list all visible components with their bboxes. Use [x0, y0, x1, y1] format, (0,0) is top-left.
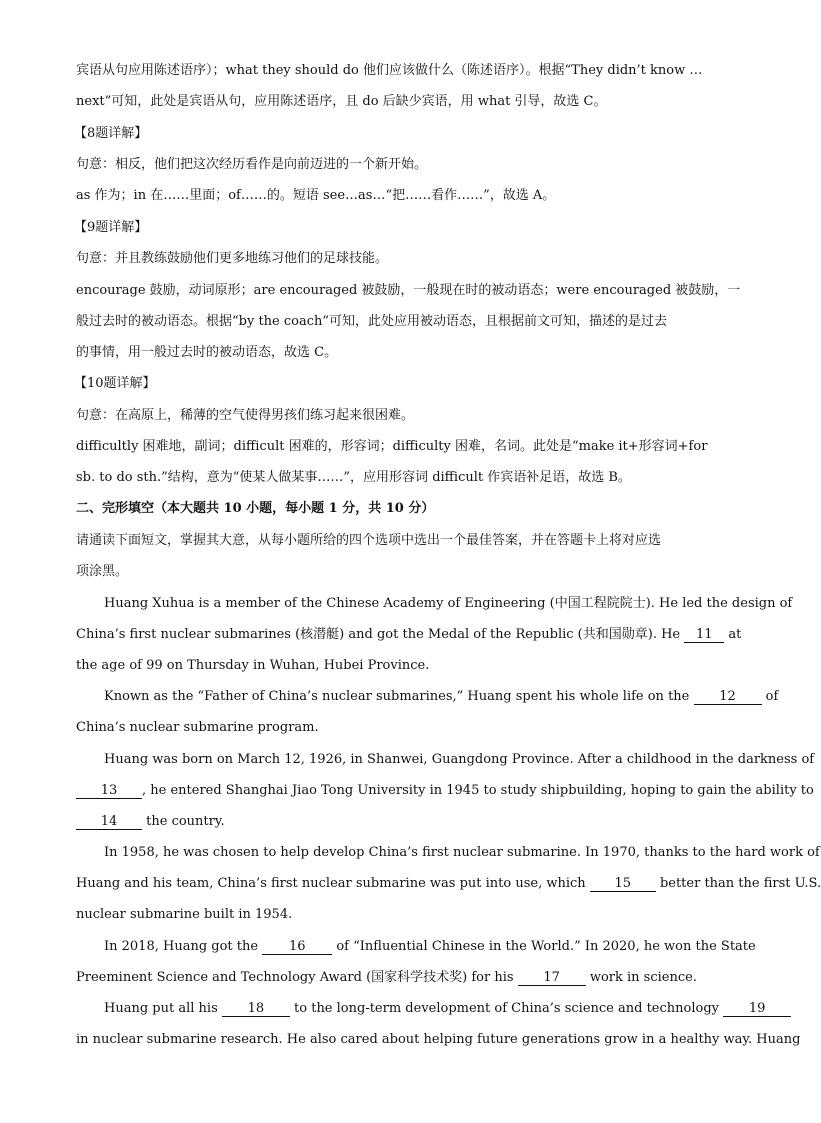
section-instructions: 请通读下面短文，掌握其大意，从每小题所给的四个选项中选出一个最佳答案，并在答题卡上将对应选 [76, 533, 662, 548]
passage-line [76, 813, 720, 831]
explanation-line: 宾语从句应用陈述语序）；what they should do 他们应该做什么（陈述语序）。根据“They didn’t know … [76, 63, 703, 78]
blank-13: 13 [76, 784, 142, 799]
blank-15: 15 [590, 877, 656, 892]
section-title: 二、完形填空（本大题共 10 小题，每小题 1 分，共 10 分） [76, 501, 435, 516]
q8-heading: 【8题详解】 [74, 126, 148, 141]
q10-meaning: 句意：在高原上，稀薄的空气使得男孩们练习起来很困难。 [76, 408, 415, 423]
passage-line [76, 626, 742, 644]
passage-text: of “Influential Chinese in the World.” In 2020, he won the State [336, 939, 756, 954]
passage-text: at [728, 627, 742, 642]
passage-line: the age of 99 on Thursday in Wuhan, Hubei Province. [76, 658, 430, 673]
q9-heading: 【9题详解】 [74, 220, 148, 235]
passage-text: In 2018, Huang got the [104, 939, 259, 954]
q9-explanation: encourage 鼓励，动词原形；are encouraged 被鼓励，一般现在时的被动语态；were encouraged 被鼓励，一 [76, 283, 741, 298]
q9-explanation: 的事情，用一般过去时的被动语态，故选 C。 [76, 345, 338, 360]
passage-line: China’s nuclear submarine program. [76, 720, 319, 735]
q8-meaning: 句意：相反，他们把这次经历看作是向前迈进的一个新开始。 [76, 157, 428, 172]
blank-16: 16 [262, 940, 332, 955]
passage-line: in nuclear submarine research. He also cared about helping future generations grow in a healthy way. Huang [76, 1032, 801, 1047]
passage-line [76, 782, 814, 800]
passage-line: nuclear submarine built in 1954. [76, 907, 293, 922]
passage-text: the country. [146, 814, 225, 829]
q10-heading: 【10题详解】 [74, 376, 156, 391]
q9-explanation: 般过去时的被动语态。根据“by the coach”可知，此处应用被动语态，且根据前文可知，描述的是过去 [76, 314, 668, 329]
q10-explanation: sb. to do sth.”结构，意为“使某人做某事……”，应用形容词 difficult 作宾语补足语，故选 B。 [76, 470, 631, 485]
passage-text: better than the first U.S. [659, 876, 821, 891]
passage-text: Huang and his team, China’s first nuclear submarine was put into use, which [76, 876, 586, 891]
passage-line: Huang was born on March 12, 1926, in Shanwei, Guangdong Province. After a childhood in the darkness of [104, 752, 815, 767]
blank-14: 14 [76, 815, 142, 830]
passage-text: , he entered Shanghai Jiao Tong University in 1945 to study shipbuilding, hoping to gain the ability to [142, 783, 814, 798]
passage-text: work in science. [589, 970, 697, 985]
passage-line [104, 1000, 766, 1018]
passage-line: In 1958, he was chosen to help develop China’s first nuclear submarine. In 1970, thanks to the hard work of [104, 845, 820, 860]
blank-19: 19 [723, 1002, 791, 1017]
passage-text: Preeminent Science and Technology Award (国家科学技术奖) for his [76, 970, 514, 985]
q8-explanation: as 作为；in 在……里面；of……的。短语 see…as…“把……看作……”，故选 A。 [76, 188, 556, 203]
passage-text: Known as the “Father of China’s nuclear submarines,” Huang spent his whole life on the [104, 689, 690, 704]
passage-text: China’s first nuclear submarines (核潜艇) and got the Medal of the Republic (共和国勋章). He [76, 627, 681, 642]
passage-line [104, 938, 756, 956]
blank-18: 18 [222, 1002, 290, 1017]
explanation-line: next”可知，此处是宾语从句，应用陈述语序，且 do 后缺少宾语，用 what 引导，故选 C。 [76, 94, 607, 109]
passage-line [76, 969, 720, 987]
passage-line: Huang Xuhua is a member of the Chinese Academy of Engineering (中国工程院院士). He led the design of [104, 596, 793, 611]
passage-text: of [765, 689, 779, 704]
passage-line [76, 875, 821, 893]
passage-line [104, 688, 779, 706]
blank-11: 11 [684, 628, 724, 643]
passage-text: Huang put all his [104, 1001, 218, 1016]
passage-text: to the long-term development of China’s science and technology [294, 1001, 719, 1016]
q9-meaning: 句意：并且教练鼓励他们更多地练习他们的足球技能。 [76, 251, 389, 266]
section-instructions: 项涂黑。 [76, 564, 129, 579]
blank-17: 17 [518, 971, 586, 986]
q10-explanation: difficultly 困难地，副词；difficult 困难的，形容词；difficulty 困难，名词。此处是“make it+形容词+for [76, 439, 708, 454]
blank-12: 12 [694, 690, 762, 705]
